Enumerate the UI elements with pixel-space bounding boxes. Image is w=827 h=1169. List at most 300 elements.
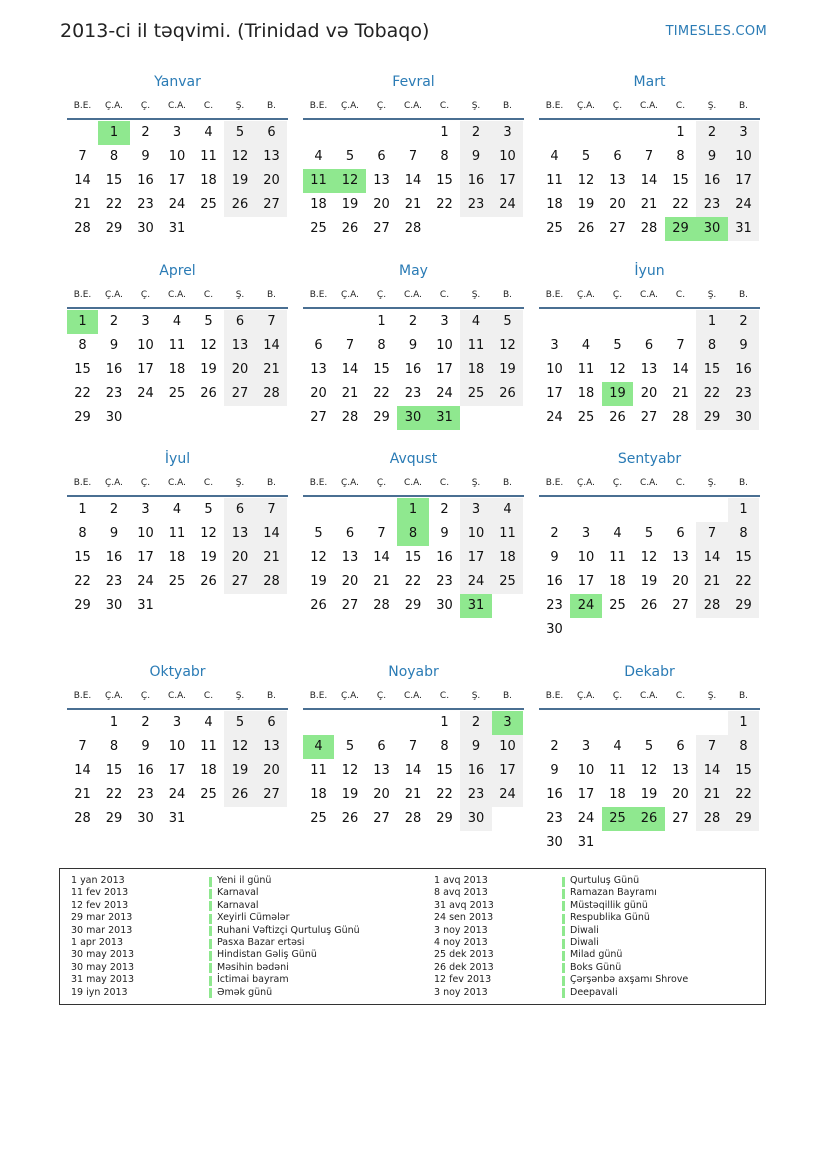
day-cell: 14 (256, 522, 287, 546)
day-cell: 20 (373, 787, 390, 802)
month-7 (67, 451, 288, 651)
day-cell: 20 (609, 197, 626, 212)
weekday-header: B.E. (309, 101, 328, 111)
day-cell: 12 (609, 362, 626, 377)
day-cell: 7 (78, 739, 87, 754)
legend-color-marker (562, 963, 565, 973)
month-3 (539, 74, 760, 274)
month-4 (67, 263, 288, 463)
weekday-header: Ç. (376, 290, 387, 300)
weekday-header: C. (439, 290, 450, 300)
day-cell: 11 (168, 338, 186, 353)
day-cell: 20 (310, 386, 327, 401)
day-cell: 7 (377, 526, 386, 541)
weekday-header: B.E. (73, 478, 92, 488)
month-name: Yanvar (154, 74, 201, 90)
day-cell: 5 (204, 314, 213, 329)
weekday-header: C. (439, 101, 450, 111)
day-cell: 18 (492, 546, 523, 570)
day-cell: 2 (460, 711, 492, 735)
day-cell: 22 (436, 197, 453, 212)
day-cell: 20 (640, 386, 658, 401)
legend-holiday-name: Əmək günü (217, 986, 273, 998)
day-cell: 17 (577, 787, 595, 802)
day-cell: 13 (672, 763, 689, 778)
day-cell: 23 (696, 193, 728, 217)
day-cell: 28 (74, 811, 91, 826)
weekday-header: C.A. (167, 101, 186, 111)
day-cell: 5 (613, 338, 622, 353)
day-cell: 24 (460, 570, 492, 594)
weekday-header: Ç.A. (104, 101, 123, 111)
weekday-header: B. (266, 691, 277, 701)
day-cell: 26 (200, 386, 217, 401)
day-cell: 14 (696, 546, 728, 570)
day-cell: 7 (345, 338, 355, 353)
day-cell: 6 (613, 149, 622, 164)
weekday-header: B.E. (545, 691, 564, 701)
day-cell: 11 (200, 739, 217, 754)
legend-date: 3 noy 2013 (434, 924, 488, 936)
weekday-header: Ç.A. (576, 290, 595, 300)
day-cell: 1 (78, 502, 87, 517)
day-cell: 25 (492, 570, 523, 594)
day-cell: 25 (546, 221, 563, 236)
day-cell: 10 (168, 739, 186, 754)
day-cell: 6 (644, 338, 654, 353)
legend-holiday-name: Çərşənbə axşamı Shrove (570, 974, 689, 986)
legend-holiday-name: Diwali (570, 924, 599, 936)
legend-date: 1 yan 2013 (71, 875, 125, 886)
weekday-header: Ç.A. (340, 101, 359, 111)
day-cell: 22 (728, 570, 759, 594)
day-cell: 19 (341, 787, 359, 802)
legend-holiday-name: Respublika Günü (570, 912, 650, 924)
day-cell: 14 (696, 759, 728, 783)
legend-holiday-name: Yeni il günü (217, 875, 272, 886)
day-cell: 4 (314, 149, 323, 164)
weekday-header: C. (203, 478, 214, 488)
weekday-header: B. (738, 691, 749, 701)
month-name: Fevral (392, 74, 435, 90)
day-cell: 27 (672, 811, 689, 826)
legend-color-marker (209, 877, 212, 887)
month-name: May (399, 263, 428, 279)
day-cell: 21 (373, 574, 390, 589)
weekday-header: B.E. (545, 101, 564, 111)
header-divider (539, 118, 760, 120)
legend-color-marker (562, 889, 565, 899)
day-cell: 21 (404, 197, 422, 212)
day-cell: 31 (168, 811, 186, 826)
header-divider (539, 495, 760, 497)
day-cell: 11 (492, 522, 523, 546)
day-cell: 9 (109, 526, 119, 541)
weekday-header: Ç. (140, 691, 151, 701)
day-cell: 28 (640, 221, 658, 236)
day-cell: 18 (546, 197, 563, 212)
day-cell: 21 (696, 783, 728, 807)
day-cell: 10 (577, 763, 595, 778)
weekday-header: C.A. (403, 290, 422, 300)
day-cell: 16 (137, 763, 154, 778)
holiday-day-cell: 30 (397, 406, 429, 430)
day-cell: 25 (310, 221, 327, 236)
day-cell: 8 (728, 522, 759, 546)
day-cell: 1 (109, 715, 119, 730)
day-cell: 2 (141, 715, 150, 730)
day-cell: 18 (310, 197, 327, 212)
month-name: Oktyabr (149, 664, 206, 680)
day-cell: 2 (460, 121, 492, 145)
holiday-day-cell: 12 (334, 169, 366, 193)
day-cell: 28 (256, 382, 287, 406)
day-cell: 20 (256, 169, 287, 193)
legend-color-marker (562, 901, 565, 911)
day-cell: 19 (200, 362, 217, 377)
day-cell: 29 (74, 410, 91, 425)
day-cell: 28 (404, 221, 422, 236)
day-cell: 21 (256, 546, 287, 570)
day-cell: 1 (728, 711, 759, 735)
legend-date: 31 avq 2013 (434, 899, 494, 911)
day-cell: 4 (460, 310, 492, 334)
day-cell: 29 (74, 598, 91, 613)
day-cell: 26 (492, 382, 523, 406)
legend-color-marker (209, 976, 212, 986)
legend-date: 30 may 2013 (71, 961, 135, 973)
month-name: Mart (633, 74, 666, 90)
day-cell: 25 (168, 574, 186, 589)
day-cell: 30 (546, 622, 563, 637)
day-cell: 7 (256, 310, 287, 334)
day-cell: 17 (168, 763, 186, 778)
day-cell: 3 (141, 502, 150, 517)
holiday-day-cell: 25 (602, 807, 633, 831)
day-cell: 18 (460, 358, 492, 382)
day-cell: 4 (581, 338, 591, 353)
day-cell: 9 (141, 739, 150, 754)
day-cell: 25 (460, 382, 492, 406)
weekday-header: C.A. (639, 691, 658, 701)
header-divider (67, 118, 288, 120)
day-cell: 6 (345, 526, 355, 541)
day-cell: 7 (676, 338, 685, 353)
weekday-header: Ç.A. (576, 478, 595, 488)
day-cell: 2 (109, 502, 119, 517)
day-cell: 5 (581, 149, 591, 164)
day-cell: 24 (577, 811, 595, 826)
holiday-day-cell: 30 (696, 217, 728, 241)
day-cell: 10 (492, 735, 523, 759)
legend-holiday-name: Ruhani Vəftizçi Qurtuluş Günü (217, 924, 360, 936)
day-cell: 23 (137, 787, 154, 802)
day-cell: 26 (341, 221, 359, 236)
day-cell: 3 (581, 526, 591, 541)
month-name: İyul (164, 451, 191, 467)
holiday-day-cell: 1 (67, 310, 98, 334)
day-cell: 21 (672, 386, 689, 401)
day-cell: 24 (492, 193, 523, 217)
day-cell: 7 (696, 522, 728, 546)
day-cell: 23 (105, 574, 123, 589)
weekday-header: Ç.A. (576, 101, 595, 111)
day-cell: 17 (168, 173, 186, 188)
day-cell: 17 (460, 546, 492, 570)
day-cell: 4 (204, 125, 213, 140)
day-cell: 3 (728, 121, 759, 145)
day-cell: 16 (460, 759, 492, 783)
day-cell: 14 (373, 550, 390, 565)
day-cell: 31 (577, 835, 595, 850)
day-cell: 8 (440, 149, 449, 164)
day-cell: 22 (74, 386, 91, 401)
day-cell: 10 (168, 149, 186, 164)
day-cell: 27 (373, 811, 390, 826)
day-cell: 29 (105, 221, 123, 236)
month-name: Noyabr (388, 664, 439, 680)
day-cell: 10 (546, 362, 563, 377)
day-cell: 24 (137, 574, 154, 589)
weekday-header: C.A. (639, 290, 658, 300)
day-cell: 30 (728, 406, 759, 430)
day-cell: 23 (546, 811, 563, 826)
legend-holiday-name: İctimai bayram (217, 974, 289, 986)
weekday-header: B.E. (73, 691, 92, 701)
day-cell: 22 (728, 783, 759, 807)
day-cell: 13 (373, 173, 390, 188)
day-cell: 12 (640, 550, 658, 565)
day-cell: 12 (224, 145, 256, 169)
weekday-header: Ç.A. (340, 290, 359, 300)
day-cell: 9 (109, 338, 119, 353)
day-cell: 11 (168, 526, 186, 541)
day-cell: 22 (696, 382, 728, 406)
legend-holiday-name: Deepavali (570, 986, 618, 998)
legend-holiday-name: Məsihin bədəni (217, 961, 289, 973)
day-cell: 8 (377, 338, 386, 353)
day-cell: 24 (436, 386, 453, 401)
header-divider (539, 307, 760, 309)
day-cell: 27 (310, 410, 327, 425)
weekday-header: Ş. (707, 290, 717, 300)
holiday-day-cell: 31 (460, 594, 492, 618)
day-cell: 5 (644, 526, 654, 541)
legend-holiday-name: Karnaval (217, 899, 259, 911)
day-cell: 15 (436, 763, 453, 778)
weekday-header: Ç. (612, 290, 623, 300)
day-cell: 12 (640, 763, 658, 778)
day-cell: 9 (460, 145, 492, 169)
legend-color-marker (209, 914, 212, 924)
weekday-header: Ç.A. (104, 478, 123, 488)
weekday-header: Ş. (235, 691, 245, 701)
month-name: Aprel (159, 263, 196, 279)
day-cell: 9 (440, 526, 449, 541)
day-cell: 8 (696, 334, 728, 358)
legend-date: 30 may 2013 (71, 949, 135, 961)
month-1 (67, 74, 288, 274)
day-cell: 5 (204, 502, 213, 517)
day-cell: 14 (672, 362, 689, 377)
legend-date: 26 dek 2013 (434, 961, 494, 973)
day-cell: 24 (546, 410, 563, 425)
day-cell: 9 (550, 763, 559, 778)
header-divider (67, 708, 288, 710)
day-cell: 18 (168, 550, 186, 565)
day-cell: 5 (345, 149, 355, 164)
day-cell: 11 (609, 550, 626, 565)
day-cell: 5 (314, 526, 323, 541)
weekday-header: Ş. (235, 478, 245, 488)
day-cell: 21 (256, 358, 287, 382)
brand-link[interactable]: TIMESLES.COM (665, 24, 767, 39)
weekday-header: B.E. (309, 691, 328, 701)
day-cell: 12 (341, 763, 359, 778)
day-cell: 28 (404, 811, 422, 826)
day-cell: 6 (676, 526, 685, 541)
weekday-header: Ş. (471, 290, 481, 300)
day-cell: 20 (672, 787, 689, 802)
day-cell: 28 (341, 410, 359, 425)
day-cell: 27 (256, 193, 287, 217)
day-cell: 24 (728, 193, 759, 217)
day-cell: 30 (137, 811, 154, 826)
day-cell: 2 (728, 310, 759, 334)
day-cell: 29 (728, 807, 759, 831)
day-cell: 30 (105, 598, 123, 613)
weekday-header: C.A. (167, 290, 186, 300)
month-5 (303, 263, 524, 463)
day-cell: 6 (377, 149, 386, 164)
day-cell: 21 (640, 197, 658, 212)
legend-color-marker (209, 939, 212, 949)
weekday-header: Ş. (707, 478, 717, 488)
weekday-header: B. (502, 478, 513, 488)
day-cell: 6 (256, 711, 287, 735)
legend-color-marker (562, 951, 565, 961)
day-cell: 10 (137, 338, 154, 353)
legend-color-marker (209, 951, 212, 961)
day-cell: 12 (200, 338, 217, 353)
day-cell: 24 (492, 783, 523, 807)
day-cell: 5 (492, 310, 523, 334)
day-cell: 8 (78, 338, 87, 353)
day-cell: 15 (105, 763, 123, 778)
holiday-day-cell: 1 (397, 498, 429, 522)
legend-date: 1 apr 2013 (71, 937, 124, 948)
day-cell: 28 (373, 598, 390, 613)
day-cell: 6 (314, 338, 323, 353)
day-cell: 5 (224, 711, 256, 735)
weekday-header: B.E. (309, 290, 328, 300)
day-cell: 3 (550, 338, 559, 353)
day-cell: 18 (310, 787, 327, 802)
day-cell: 15 (696, 358, 728, 382)
day-cell: 19 (577, 197, 595, 212)
day-cell: 3 (141, 314, 150, 329)
weekday-header: Ç. (612, 691, 623, 701)
day-cell: 16 (137, 173, 154, 188)
day-cell: 18 (577, 386, 595, 401)
day-cell: 30 (137, 221, 154, 236)
holiday-day-cell: 29 (665, 217, 696, 241)
day-cell: 18 (200, 173, 217, 188)
day-cell: 28 (696, 807, 728, 831)
weekday-header: B. (502, 101, 513, 111)
day-cell: 10 (492, 145, 523, 169)
day-cell: 30 (105, 410, 123, 425)
legend-holiday-name: Hindistan Gəliş Günü (217, 949, 317, 961)
legend-date: 12 fev 2013 (434, 974, 492, 986)
day-cell: 11 (310, 763, 327, 778)
weekday-header: Ç.A. (576, 691, 595, 701)
day-cell: 19 (310, 574, 327, 589)
legend-date: 19 iyn 2013 (71, 986, 128, 998)
day-cell: 2 (408, 314, 418, 329)
month-name: Avqust (389, 451, 438, 467)
weekday-header: C. (439, 691, 450, 701)
day-cell: 9 (460, 735, 492, 759)
day-cell: 18 (609, 574, 626, 589)
legend-date: 3 noy 2013 (434, 986, 488, 998)
day-cell: 2 (141, 125, 150, 140)
day-cell: 19 (224, 169, 256, 193)
weekday-header: C. (439, 478, 450, 488)
day-cell: 3 (460, 498, 492, 522)
day-cell: 15 (373, 362, 390, 377)
legend-holiday-name: Xeyirli Cümələr (217, 912, 290, 924)
day-cell: 22 (105, 787, 123, 802)
day-cell: 14 (74, 173, 91, 188)
weekday-header: B.E. (309, 478, 328, 488)
legend-date: 25 dek 2013 (434, 949, 494, 961)
weekday-header: Ç. (376, 478, 387, 488)
weekday-header: C. (675, 290, 686, 300)
day-cell: 20 (224, 546, 256, 570)
day-cell: 3 (440, 314, 449, 329)
day-cell: 2 (440, 502, 449, 517)
day-cell: 17 (728, 169, 759, 193)
month-9 (539, 451, 760, 651)
weekday-header: Ç.A. (104, 290, 123, 300)
month-name: İyun (634, 263, 665, 279)
weekday-header: C. (203, 101, 214, 111)
day-cell: 9 (408, 338, 418, 353)
day-cell: 22 (74, 574, 91, 589)
day-cell: 14 (74, 763, 91, 778)
day-cell: 15 (74, 550, 91, 565)
day-cell: 8 (676, 149, 685, 164)
weekday-header: Ş. (235, 290, 245, 300)
day-cell: 8 (728, 735, 759, 759)
day-cell: 7 (696, 735, 728, 759)
day-cell: 19 (640, 787, 658, 802)
day-cell: 6 (377, 739, 386, 754)
day-cell: 17 (577, 574, 595, 589)
day-cell: 13 (256, 735, 287, 759)
day-cell: 5 (224, 121, 256, 145)
day-cell: 20 (341, 574, 359, 589)
day-cell: 10 (436, 338, 453, 353)
day-cell: 19 (224, 759, 256, 783)
day-cell: 16 (105, 362, 123, 377)
day-cell: 14 (404, 763, 422, 778)
day-cell: 22 (436, 787, 453, 802)
day-cell: 17 (492, 759, 523, 783)
weekday-header: Ş. (471, 101, 481, 111)
day-cell: 22 (373, 386, 390, 401)
